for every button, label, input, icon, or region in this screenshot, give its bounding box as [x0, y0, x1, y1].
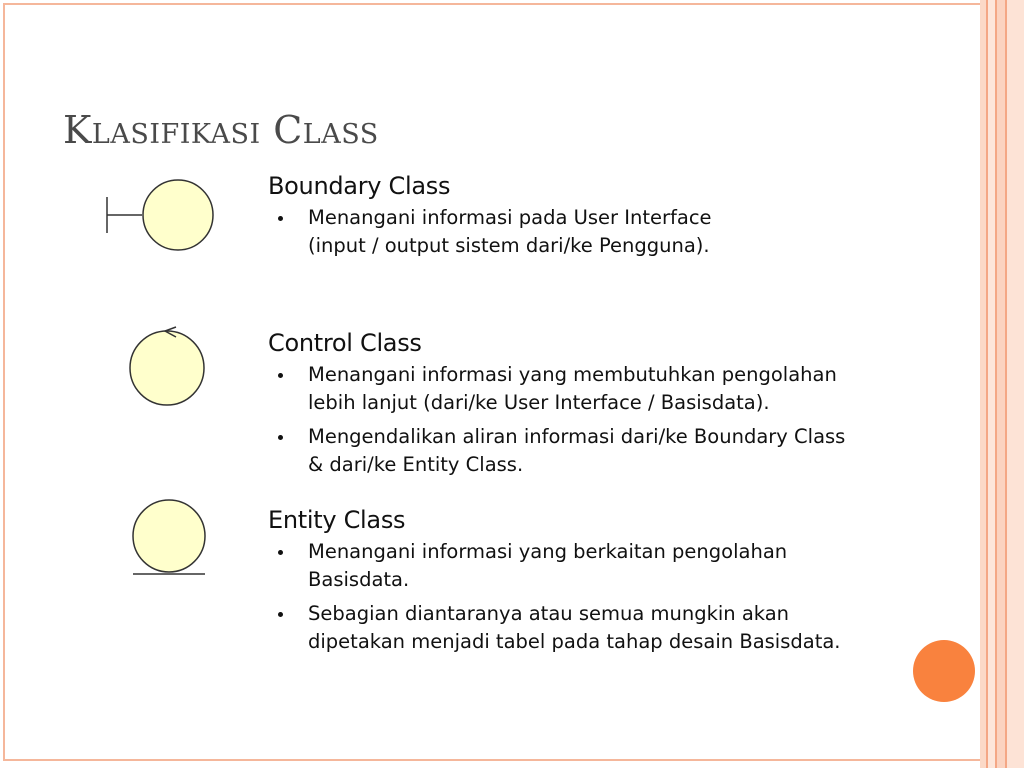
list-item	[268, 423, 845, 479]
side-stripe	[988, 0, 995, 768]
bullet-icon	[278, 612, 283, 617]
boundary-class-section	[268, 172, 712, 266]
slide-title: Klasifikasi Class	[63, 108, 379, 152]
boundary-class-icon	[100, 175, 220, 255]
bullet-icon	[278, 550, 283, 555]
bullet-list	[268, 204, 712, 260]
list-item-text: Menangani informasi yang membutuhkan pengolahan lebih lanjut (dari/ke User Interface / Basisdata).	[308, 363, 837, 414]
control-class-section	[268, 329, 845, 485]
list-item-text: Menangani informasi yang berkaitan pengolahan Basisdata.	[308, 540, 788, 591]
bullet-list	[268, 538, 841, 656]
list-item	[268, 204, 712, 260]
list-item	[268, 600, 841, 656]
list-item	[268, 361, 845, 417]
bullet-icon	[278, 216, 283, 221]
section-heading: Boundary Class	[268, 172, 451, 200]
decorative-orange-circle	[913, 640, 975, 702]
bullet-icon	[278, 435, 283, 440]
control-class-icon	[122, 322, 212, 414]
bullet-list	[268, 361, 845, 479]
list-item-text: Sebagian diantaranya atau semua mungkin akan dipetakan menjadi tabel pada tahap desain Basisdata.	[308, 602, 841, 653]
side-stripe	[997, 0, 1005, 768]
list-item-text: Menangani informasi pada User Interface (input / output sistem dari/ke Pengguna).	[308, 206, 712, 257]
list-item	[268, 538, 841, 594]
entity-class-section	[268, 506, 841, 662]
entity-class-icon	[128, 498, 210, 580]
list-item-text: Mengendalikan aliran informasi dari/ke Boundary Class & dari/ke Entity Class.	[308, 425, 846, 476]
section-heading: Control Class	[268, 329, 422, 357]
bullet-icon	[278, 373, 283, 378]
side-stripe	[1007, 0, 1024, 768]
section-heading: Entity Class	[268, 506, 406, 534]
